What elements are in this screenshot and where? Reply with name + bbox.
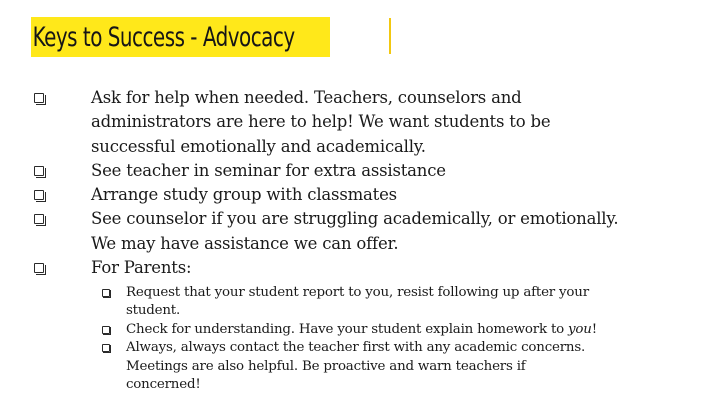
checkbox-square-icon	[102, 326, 110, 334]
list-item-text: Always, always contact the teacher first with any academic concerns. Meetings are also helpful. Be proactive and warn teachers if concerned!	[126, 340, 586, 393]
list-item	[34, 159, 634, 183]
list-item-text: Request that your student report to you, resist following up after your student.	[126, 285, 589, 319]
checkbox-square-icon	[34, 190, 44, 200]
parent-bullet-list	[100, 284, 600, 394]
list-item	[34, 256, 634, 280]
main-bullet-list	[34, 86, 634, 280]
checkbox-square-icon	[34, 214, 44, 224]
checkbox-square-icon	[102, 289, 110, 297]
title-highlight	[31, 17, 330, 57]
list-item-text: Arrange study group with classmates	[91, 185, 397, 205]
slide-title: Keys to Success - Advocacy	[32, 21, 295, 53]
checkbox-square-icon	[34, 93, 44, 103]
list-item	[100, 284, 600, 321]
checkbox-square-icon	[34, 263, 44, 273]
list-item	[34, 207, 634, 256]
list-item-text: See teacher in seminar for extra assistance	[91, 160, 446, 180]
list-item-text: For Parents:	[91, 258, 192, 278]
list-item-text: See counselor if you are struggling academically, or emotionally. We may have assistance we can offer.	[91, 209, 619, 253]
list-item-text-end: !	[591, 321, 597, 337]
list-item-text: Ask for help when needed. Teachers, counselors and administrators are here to help! We want students to be successful emotionally and academically.	[91, 88, 551, 156]
list-item-text: Check for understanding. Have your student explain homework to	[126, 321, 569, 337]
checkbox-square-icon	[102, 344, 110, 352]
list-item	[100, 339, 600, 394]
emphasis-text: you	[568, 321, 592, 337]
title-divider	[389, 18, 391, 54]
list-item	[34, 86, 634, 159]
list-item	[34, 183, 634, 207]
list-item	[100, 321, 600, 339]
checkbox-square-icon	[34, 166, 44, 176]
